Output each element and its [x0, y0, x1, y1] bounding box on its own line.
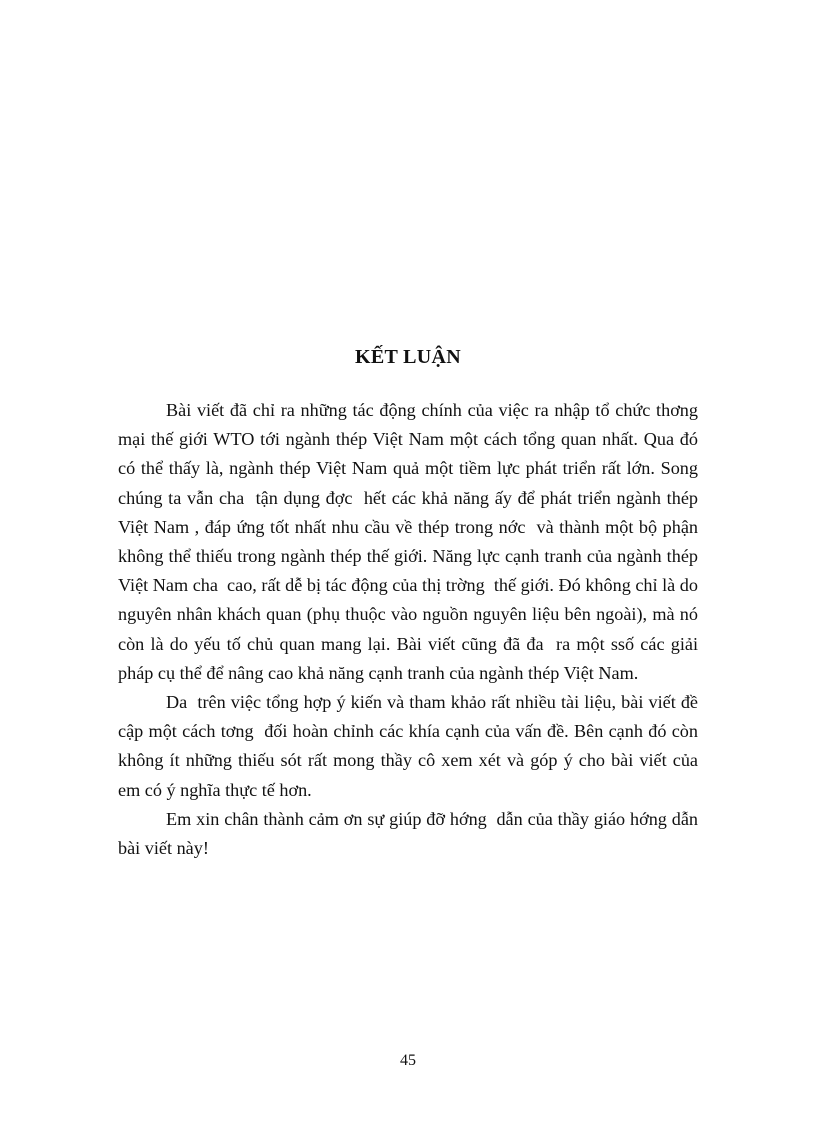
conclusion-body	[118, 396, 708, 863]
paragraph-summary: Bài viết đã chỉ ra những tác động chính của việc ra nhập tổ chức thơng mại thế giới WTO tới ngành thép Việt Nam một cách tổng quan nhất. Qua đó có thể thấy là, ngành thép Việt Nam quả một tiềm lực phát triển rất lớn. Song chúng ta vẫn cha tận dụng đợc hết các khả năng ấy để phát triển ngành thép Việt Nam , đáp ứng tốt nhất nhu cầu về thép trong nớc và thành một bộ phận không thể thiếu trong ngành thép thế giới. Năng lực cạnh tranh của ngành thép Việt Nam cha cao, rất dễ bị tác động của thị trờng thế giới. Đó không chỉ là do nguyên nhân khách quan (phụ thuộc vào nguồn nguyên liệu bên ngoài), mà nó còn là do yếu tố chủ quan mang lại. Bài viết cũng đã đa ra một ssố các giải pháp cụ thể để nâng cao khả năng cạnh tranh của ngành thép Việt Nam.	[118, 400, 708, 683]
page-number: 45	[400, 1052, 416, 1069]
page-title: KẾT LUẬN	[355, 346, 461, 368]
paragraph-thanks: Em xin chân thành cảm ơn sự giúp đỡ hớng dẫn của thầy giáo hớng dẫn bài viết này!	[118, 808, 703, 859]
paragraph-basis: Da trên việc tổng hợp ý kiến và tham khảo rất nhiều tài liệu, bài viết đề cập một cách tơng đối hoàn chỉnh các khía cạnh của vấn đề. Bên cạnh đó còn không ít những thiếu sót rất mong thầy cô xem xét và góp ý cho bài viết của em có ý nghĩa thực tế hơn.	[118, 692, 703, 800]
